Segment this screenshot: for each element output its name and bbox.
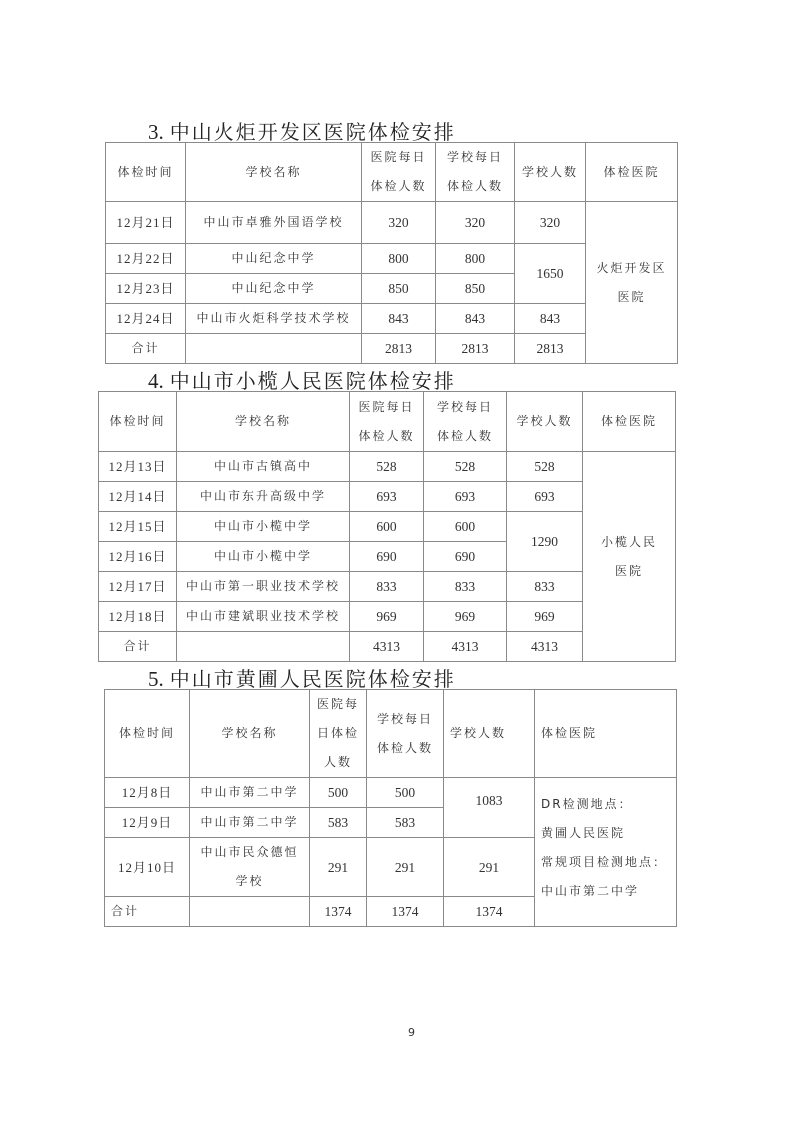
- cell-school-count: 528: [507, 452, 583, 482]
- cell-school: 中山市古镇高中: [177, 452, 350, 482]
- section-number: 5.: [148, 667, 164, 691]
- cell-school-count: 843: [515, 304, 586, 334]
- cell-school: 中山市第一职业技术学校: [177, 572, 350, 602]
- header-line: 医院每日: [370, 150, 427, 164]
- cell-school-count: 320: [515, 202, 586, 244]
- cell-school-count: 693: [507, 482, 583, 512]
- cell-school-count: 1083: [444, 778, 535, 838]
- table-header-row: [99, 392, 676, 452]
- cell-school-daily: 800: [436, 244, 515, 274]
- cell-total-hospital-daily: 4313: [350, 632, 424, 662]
- cell-date: 12月8日: [105, 778, 190, 808]
- cell-total-school-count: 1374: [444, 897, 535, 927]
- cell-school-daily: 843: [436, 304, 515, 334]
- cell-school: [190, 838, 310, 897]
- hospital-line: 常规项目检测地点：: [541, 855, 668, 869]
- header-line: 医院每日: [358, 399, 415, 414]
- header-school-count: 学校人数: [444, 690, 535, 778]
- cell-date: 12月14日: [99, 482, 177, 512]
- cell-school-count: 291: [444, 838, 535, 897]
- cell-total-school-daily: 2813: [436, 334, 515, 364]
- cell-school: 中山市卓雅外国语学校: [186, 202, 362, 244]
- cell-date: 12月16日: [99, 542, 177, 572]
- section-4-heading: [148, 365, 456, 394]
- header-school-daily: [424, 392, 507, 452]
- cell-hospital-daily: 843: [362, 304, 436, 334]
- table-xiaolan-hospital: [98, 391, 676, 662]
- cell-school: 中山市火炬科学技术学校: [186, 304, 362, 334]
- section-title: 中山火炬开发区医院体检安排: [169, 120, 456, 144]
- school-line: 学校: [235, 874, 264, 888]
- header-line: 日体检: [316, 726, 359, 740]
- page-number: 9: [408, 1026, 415, 1039]
- cell-date: 12月10日: [105, 838, 190, 897]
- header-hospital-daily: [362, 143, 436, 202]
- cell-school-count: 969: [507, 602, 583, 632]
- header-school-count: 学校人数: [515, 143, 586, 202]
- cell-school: 中山市东升高级中学: [177, 482, 350, 512]
- header-line: 学校每日: [376, 711, 433, 726]
- table-row: [106, 202, 678, 244]
- cell-date: 12月23日: [106, 274, 186, 304]
- cell-total-label: 合计: [105, 897, 190, 927]
- cell-hospital-daily: 291: [310, 838, 367, 897]
- section-number: 3.: [148, 120, 164, 144]
- cell-empty: [190, 897, 310, 927]
- cell-date: 12月9日: [105, 808, 190, 838]
- hospital-line: 火炬开发区: [596, 260, 667, 275]
- section-title: 中山市小榄人民医院体检安排: [169, 369, 456, 393]
- cell-hospital-daily: 320: [362, 202, 436, 244]
- header-school: 学校名称: [186, 143, 362, 202]
- cell-total-school-daily: 1374: [367, 897, 444, 927]
- header-school: 学校名称: [177, 392, 350, 452]
- header-hospital: 体检医院: [535, 690, 677, 778]
- cell-date: 12月18日: [99, 602, 177, 632]
- header-line: 学校每日: [446, 150, 503, 164]
- cell-school-count: 1290: [507, 512, 583, 572]
- cell-school-daily: 528: [424, 452, 507, 482]
- header-school-count: 学校人数: [507, 392, 583, 452]
- cell-hospital-daily: 600: [350, 512, 424, 542]
- cell-school-count: 1650: [515, 244, 586, 304]
- hospital-line: 医院: [617, 289, 646, 304]
- table-torch-hospital: [105, 142, 678, 364]
- cell-school-daily: 850: [436, 274, 515, 304]
- cell-school: 中山市小榄中学: [177, 512, 350, 542]
- header-line: 体检人数: [358, 428, 415, 443]
- header-hospital: 体检医院: [586, 143, 678, 202]
- header-line: 体检人数: [436, 428, 493, 443]
- header-time: 体检时间: [99, 392, 177, 452]
- header-line: 医院每: [316, 697, 359, 711]
- cell-hospital-daily: 583: [310, 808, 367, 838]
- cell-hospital-daily: 833: [350, 572, 424, 602]
- cell-hospital-daily: 693: [350, 482, 424, 512]
- cell-date: 12月13日: [99, 452, 177, 482]
- table-header-row: [106, 143, 678, 202]
- header-line: 人数: [323, 755, 352, 769]
- cell-date: 12月17日: [99, 572, 177, 602]
- section-5-heading: [148, 663, 456, 692]
- cell-hospital-daily: 690: [350, 542, 424, 572]
- cell-total-school-count: 2813: [515, 334, 586, 364]
- header-time: 体检时间: [106, 143, 186, 202]
- cell-hospital-daily: 850: [362, 274, 436, 304]
- cell-hospital: [583, 452, 676, 662]
- cell-school: 中山市小榄中学: [177, 542, 350, 572]
- cell-school: 中山纪念中学: [186, 274, 362, 304]
- table-huangpu-hospital: [104, 689, 677, 927]
- header-line: 体检人数: [376, 740, 433, 755]
- cell-hospital: [535, 778, 677, 927]
- cell-school-daily: 583: [367, 808, 444, 838]
- header-line: 学校每日: [436, 399, 493, 414]
- cell-school-daily: 693: [424, 482, 507, 512]
- cell-school-daily: 600: [424, 512, 507, 542]
- cell-date: 12月15日: [99, 512, 177, 542]
- hospital-line: 中山市第二中学: [541, 884, 640, 898]
- cell-hospital-daily: 528: [350, 452, 424, 482]
- cell-school-daily: 291: [367, 838, 444, 897]
- table-row: [105, 778, 677, 808]
- cell-school: 中山市建斌职业技术学校: [177, 602, 350, 632]
- header-hospital: 体检医院: [583, 392, 676, 452]
- cell-school-daily: 833: [424, 572, 507, 602]
- cell-hospital-daily: 969: [350, 602, 424, 632]
- header-school-daily: [436, 143, 515, 202]
- hospital-line: 黄圃人民医院: [541, 826, 626, 840]
- cell-date: 12月22日: [106, 244, 186, 274]
- cell-empty: [186, 334, 362, 364]
- school-line: 中山市民众德恒: [200, 845, 299, 859]
- header-hospital-daily: [350, 392, 424, 452]
- cell-school: 中山市第二中学: [190, 808, 310, 838]
- cell-school-daily: 320: [436, 202, 515, 244]
- cell-school: 中山市第二中学: [190, 778, 310, 808]
- table-row: [99, 452, 676, 482]
- cell-school-daily: 969: [424, 602, 507, 632]
- section-number: 4.: [148, 369, 164, 393]
- table-header-row: [105, 690, 677, 778]
- hospital-line: 小榄人民: [600, 534, 657, 549]
- cell-school-daily: 500: [367, 778, 444, 808]
- cell-school-daily: 690: [424, 542, 507, 572]
- cell-hospital-daily: 800: [362, 244, 436, 274]
- section-3-heading: [148, 116, 456, 145]
- cell-date: 12月24日: [106, 304, 186, 334]
- cell-total-hospital-daily: 2813: [362, 334, 436, 364]
- header-school: 学校名称: [190, 690, 310, 778]
- cell-hospital: [586, 202, 678, 364]
- cell-empty: [177, 632, 350, 662]
- cell-total-label: 合计: [106, 334, 186, 364]
- header-time: 体检时间: [105, 690, 190, 778]
- header-school-daily: [367, 690, 444, 778]
- cell-date: 12月21日: [106, 202, 186, 244]
- hospital-line: 医院: [614, 563, 643, 578]
- cell-total-hospital-daily: 1374: [310, 897, 367, 927]
- cell-school: 中山纪念中学: [186, 244, 362, 274]
- hospital-line: DR检测地点：: [541, 797, 633, 811]
- header-line: 体检人数: [370, 179, 427, 193]
- cell-school-count: 833: [507, 572, 583, 602]
- cell-hospital-daily: 500: [310, 778, 367, 808]
- header-line: 体检人数: [446, 179, 503, 193]
- section-title: 中山市黄圃人民医院体检安排: [169, 667, 456, 691]
- header-hospital-daily: [310, 690, 367, 778]
- cell-total-school-count: 4313: [507, 632, 583, 662]
- cell-total-label: 合计: [99, 632, 177, 662]
- cell-total-school-daily: 4313: [424, 632, 507, 662]
